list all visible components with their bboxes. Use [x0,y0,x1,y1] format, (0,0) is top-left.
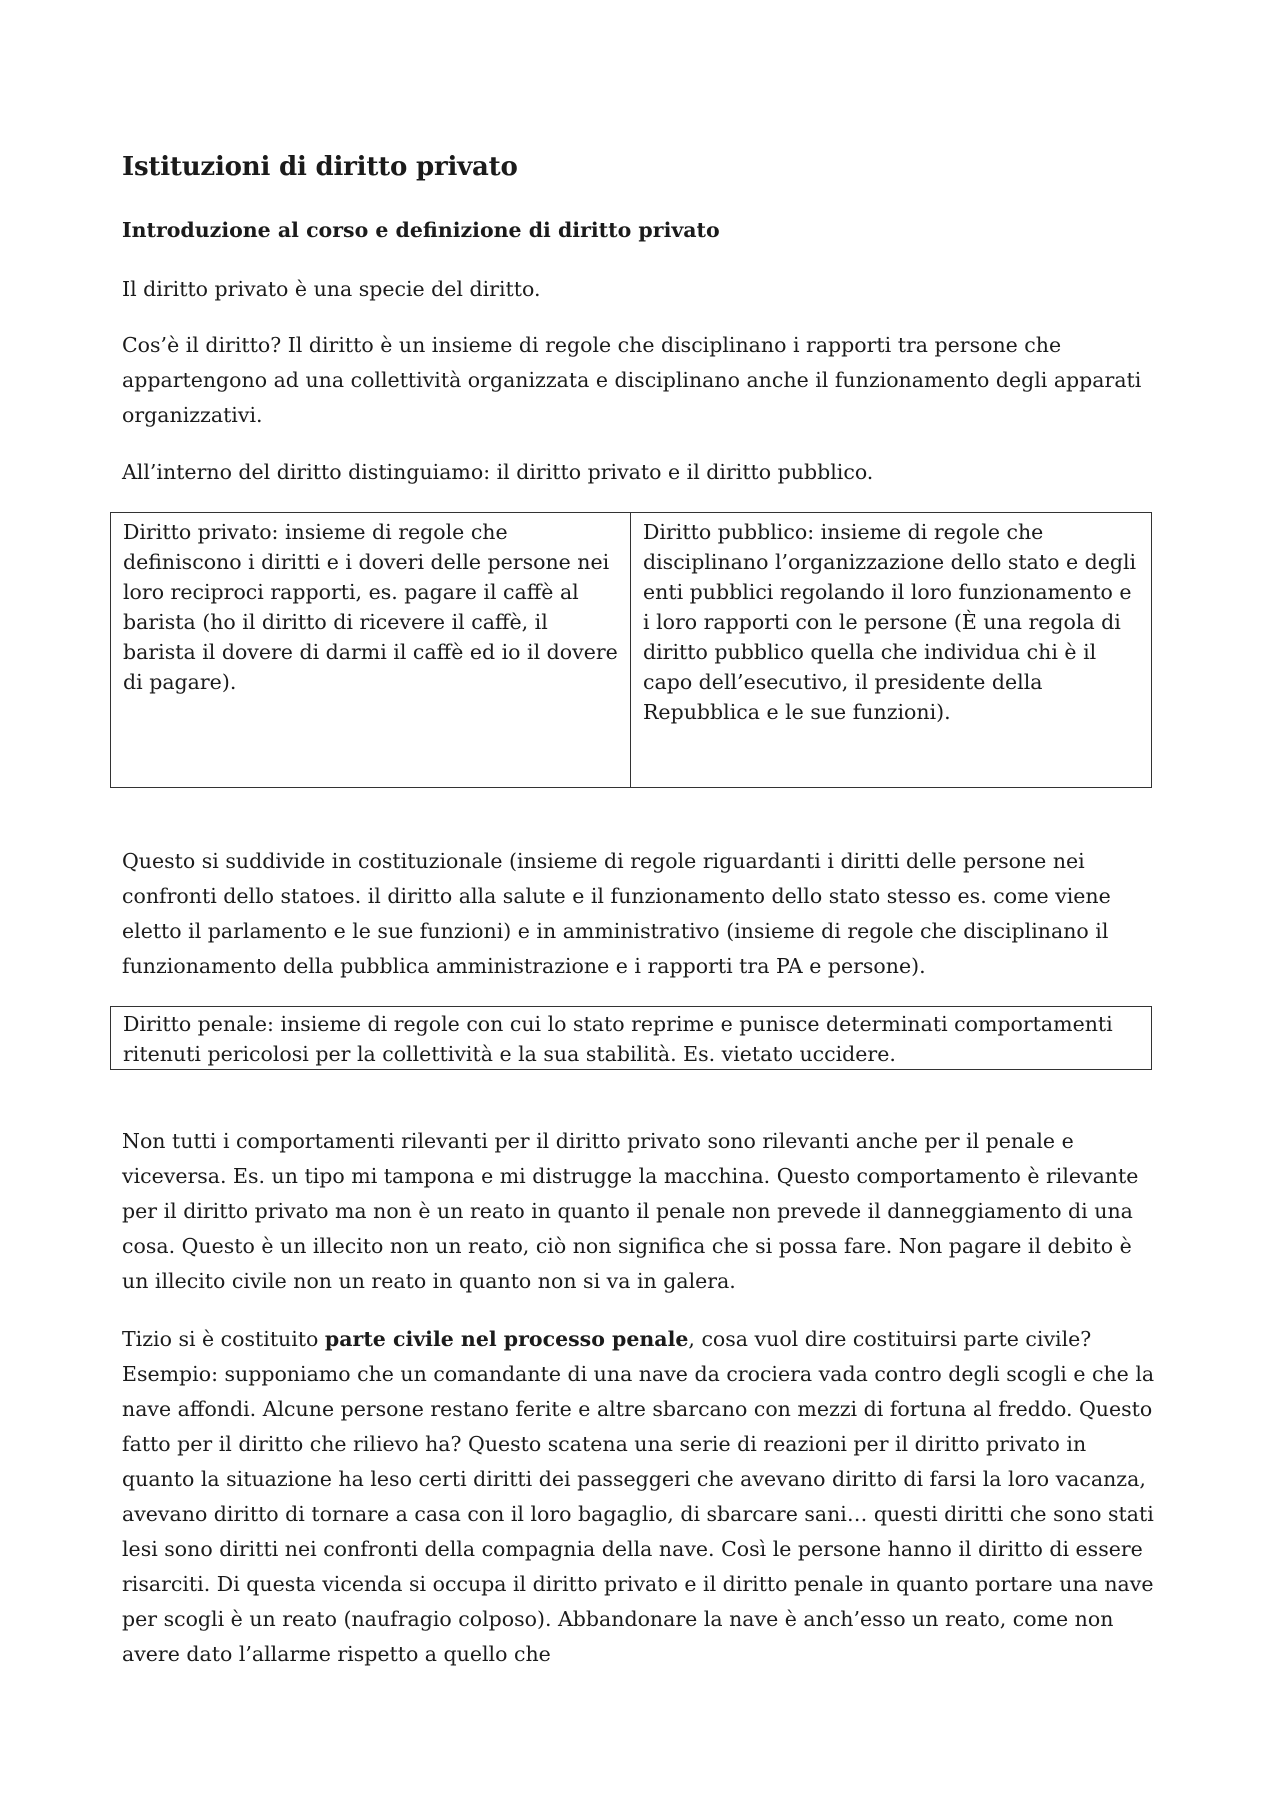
section-heading: Introduzione al corso e definizione di diritto privato [122,218,720,242]
penal-law-box: Diritto penale: insieme di regole con cui lo stato reprime e punisce determinati comportamenti ritenuti pericolosi per la collettività e la sua stabilità. Es. vietato uccidere. [110,1006,1152,1070]
paragraph-civil-party [122,1322,1162,1672]
comparison-table [110,512,1152,788]
paragraph-distinction: All’interno del diritto distinguiamo: il diritto privato e il diritto pubblico. [122,460,874,484]
bold-term: parte civile nel processo penale [324,1327,689,1351]
paragraph-public-law-types: Questo si suddivide in costituzionale (insieme di regole riguardanti i diritti delle persone nei confronti dello statoes. il diritto alla salute e il funzionamento dello stato stesso es. come viene eletto il parlamento e le sue funzioni) e in amministrativo (insieme di regole che disciplinano il funzionamento della pubblica amministrazione e i rapporti tra PA e persone). [122,849,1111,978]
table-cell-public-law: Diritto pubblico: insieme di regole che disciplinano l’organizzazione dello stato e degli enti pubblici regolando il loro funzionamento e i loro rapporti con le persone (È una regola di diritto pubblico quella che individua chi è il capo dell’esecutivo, il presidente della Repubblica e le sue funzioni). [643,520,1137,724]
text-after: , cosa vuol dire costituirsi parte civile? Esempio: supponiamo che un comandante di una nave da crociera vada contro degli scogli e che la nave affondi. Alcune persone restano ferite e altre sbarcano con mezzi di fortuna al freddo. Questo fatto per il diritto che rilievo ha? Questo scatena una serie di reazioni per il diritto privato in quanto la situazione ha leso certi diritti dei passeggeri che avevano diritto di farsi la loro vacanza, avevano diritto di tornare a casa con il loro bagaglio, di sbarcare sani… questi diritti che sono stati lesi sono diritti nei confronti della compagnia della nave. Così le persone hanno il diritto di essere risarciti. Di questa vicenda si occupa il diritto privato e il diritto penale in quanto portare una nave per scogli è un reato (naufragio colposo). Abbandonare la nave è anch’esso un reato, come non avere dato l’allarme rispetto a quello che [122,1327,1155,1666]
document-title: Istituzioni di diritto privato [122,152,518,182]
table-cell-private-law: Diritto privato: insieme di regole che definiscono i diritti e i doveri delle persone nei loro reciproci rapporti, es. pagare il caffè al barista (ho il diritto di ricevere il caffè, il barista il dovere di darmi il caffè ed io il dovere di pagare). [111,513,631,787]
paragraph-private-vs-penal: Non tutti i comportamenti rilevanti per il diritto privato sono rilevanti anche per il penale e viceversa. Es. un tipo mi tampona e mi distrugge la macchina. Questo comportamento è rilevante per il diritto privato ma non è un reato in quanto il penale non prevede il danneggiamento di una cosa. Questo è un illecito non un reato, ciò non significa che si possa fare. Non pagare il debito è un illecito civile non un reato in quanto non si va in galera. [122,1129,1139,1293]
paragraph-definition: Cos’è il diritto? Il diritto è un insieme di regole che disciplinano i rapporti tra persone che appartengono ad una collettività organizzata e disciplinano anche il funzionamento degli apparati organizzativi. [122,333,1142,427]
text-before: Tizio si è costituito [122,1327,325,1351]
paragraph-intro: Il diritto privato è una specie del diritto. [122,277,541,301]
